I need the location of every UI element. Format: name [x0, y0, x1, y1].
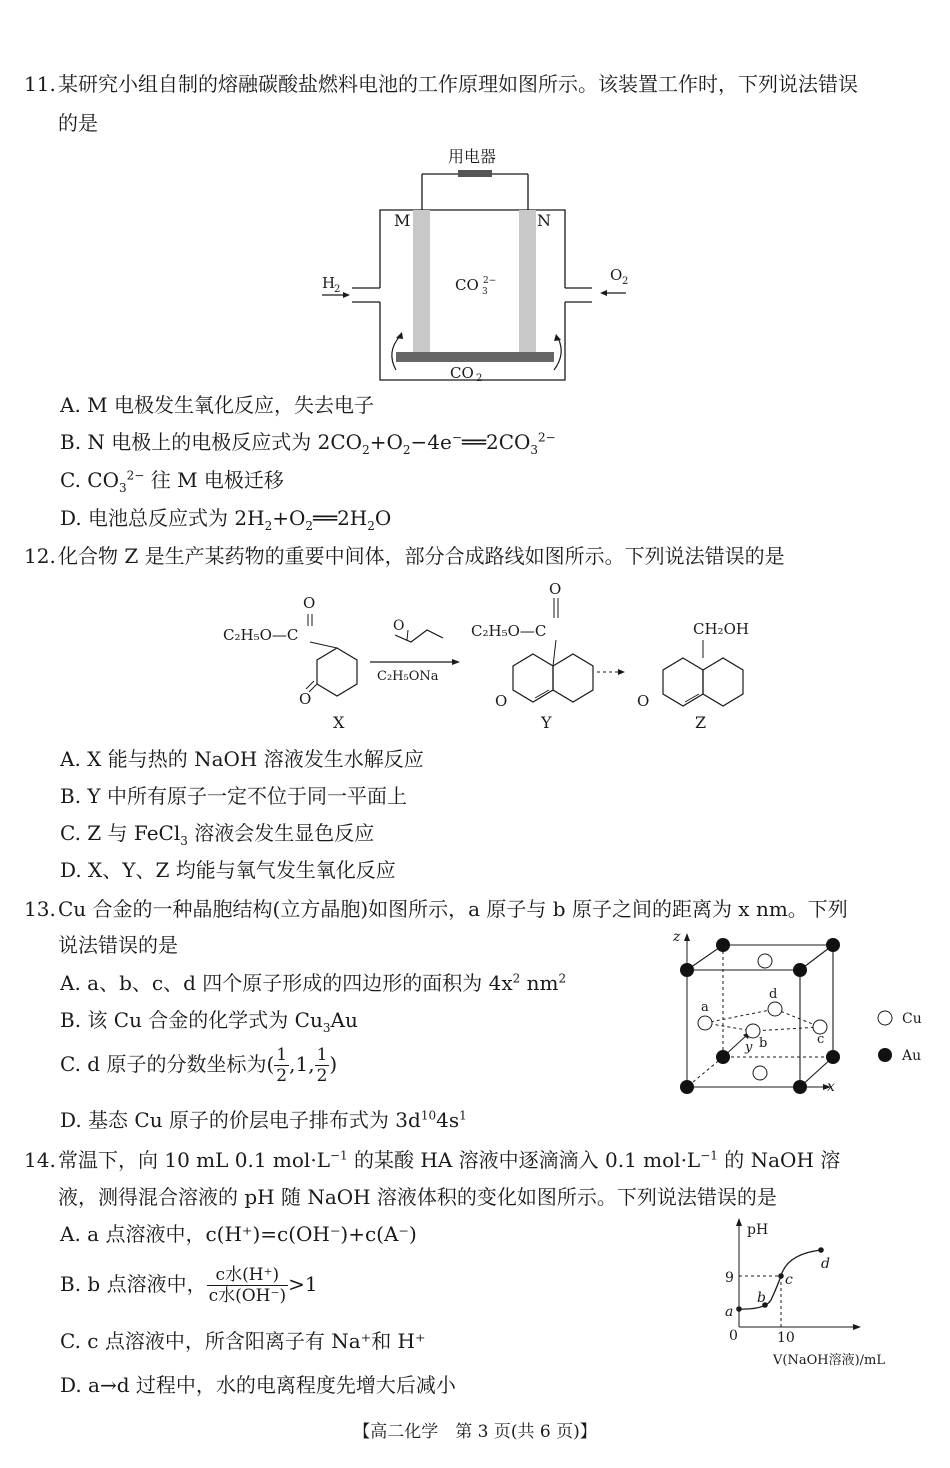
- svg-text:c: c: [785, 1272, 793, 1288]
- svg-text:Cu: Cu: [902, 1011, 922, 1027]
- svg-text:Y: Y: [541, 713, 552, 732]
- svg-text:C₂H₅ONa: C₂H₅ONa: [377, 669, 439, 684]
- q14-option-a[interactable]: A. a 点溶液中，c(H⁺)=c(OH⁻)+c(A⁻): [60, 1222, 417, 1246]
- q14-number: 14.: [24, 1148, 56, 1172]
- svg-text:2−: 2−: [483, 276, 497, 286]
- page-footer: 【高二化学 第 3 页(共 6 页)】: [353, 1422, 597, 1442]
- svg-text:a: a: [725, 1304, 734, 1320]
- svg-text:pH: pH: [747, 1222, 769, 1238]
- q12-option-c[interactable]: C. Z 与 FeCl$_3$ 溶液会发生显色反应: [60, 821, 375, 848]
- q13-stem-line1: Cu 合金的一种晶胞结构(立方晶胞)如图所示，a 原子与 b 原子之间的距离为 x nm。下列: [58, 897, 848, 921]
- electrolyte-bar: [396, 352, 554, 362]
- svg-text:O: O: [637, 692, 650, 710]
- svg-text:O: O: [393, 618, 405, 634]
- q14-stem-line2: 液，测得混合溶液的 pH 随 NaOH 溶液体积的变化如图所示。下列说法错误的是: [58, 1185, 777, 1209]
- q14-option-b[interactable]: B. b 点溶液中， $\frac{\text{c水(H⁺)}}{\text{c水(OH⁻)}}$ >1: [60, 1265, 318, 1306]
- svg-text:0: 0: [729, 1328, 738, 1344]
- svg-text:a: a: [701, 1000, 709, 1015]
- svg-text:d: d: [769, 987, 778, 1002]
- svg-text:X: X: [333, 713, 345, 732]
- svg-text:H: H: [322, 274, 336, 292]
- svg-text:V(NaOH溶液)/mL: V(NaOH溶液)/mL: [773, 1353, 885, 1368]
- svg-text:Au: Au: [902, 1048, 922, 1064]
- svg-text:Z: Z: [695, 713, 707, 732]
- svg-text:2: 2: [334, 284, 341, 295]
- svg-text:y: y: [745, 1040, 753, 1055]
- q12-option-b[interactable]: B. Y 中所有原子一定不位于同一平面上: [60, 784, 407, 808]
- q14-ph-titration-curve: [715, 1212, 935, 1372]
- svg-text:CO: CO: [455, 276, 479, 294]
- legend-au-symbol: [878, 1048, 892, 1062]
- q11-option-c[interactable]: C. $CO_3^{2-}$ 往 M 电极迁移: [60, 468, 284, 495]
- q12-option-d[interactable]: D. X、Y、Z 均能与氧气发生氧化反应: [60, 858, 396, 882]
- device-symbol: [458, 170, 492, 177]
- q13-number: 13.: [24, 897, 56, 921]
- q11-option-b[interactable]: B. N 电极上的电极反应式为 $2CO_2+O_2-4e^-══2CO_3^{2-}$: [60, 430, 556, 457]
- svg-text:N: N: [537, 211, 551, 230]
- q14-option-d[interactable]: D. a→d 过程中，水的电离程度先增大后减小: [60, 1373, 456, 1397]
- svg-text:b: b: [759, 1036, 768, 1051]
- q13-option-d[interactable]: D. 基态 Cu 原子的价层电子排布式为 $3d^{10}4s^1$: [60, 1108, 467, 1132]
- q12-synthesis-route: [215, 580, 775, 735]
- legend-cu-symbol: [878, 1011, 892, 1025]
- q12-stem: 化合物 Z 是生产某药物的重要中间体，部分合成路线如图所示。下列说法错误的是: [58, 544, 785, 568]
- svg-text:b: b: [757, 1290, 766, 1306]
- svg-text:c: c: [817, 1032, 825, 1047]
- q13-option-c[interactable]: C. d 原子的分数坐标为( $\frac{1}{2}$ ,1, $\frac{1}{2}$ ): [60, 1045, 338, 1086]
- svg-text:CH₂OH: CH₂OH: [693, 620, 749, 638]
- svg-text:C₂H₅O—C: C₂H₅O—C: [471, 622, 547, 640]
- q11-stem-line1: 某研究小组自制的熔融碳酸盐燃料电池的工作原理如图所示。该装置工作时，下列说法错误: [58, 72, 858, 96]
- svg-text:x: x: [827, 1079, 835, 1095]
- q14-option-c[interactable]: C. c 点溶液中，所含阳离子有 Na⁺和 H⁺: [60, 1329, 426, 1353]
- q12-option-a[interactable]: A. X 能与热的 NaOH 溶液发生水解反应: [60, 747, 424, 771]
- q11-stem-line2: 的是: [58, 111, 98, 135]
- q13-option-b[interactable]: B. 该 Cu 合金的化学式为 $Cu_3Au$: [60, 1008, 358, 1035]
- svg-text:O: O: [303, 594, 316, 612]
- q13-option-a[interactable]: A. a、b、c、d 四个原子形成的四边形的面积为 $4x^2$ $nm^2$: [60, 971, 567, 995]
- svg-text:O: O: [299, 690, 312, 708]
- point-a: [736, 1306, 742, 1312]
- svg-text:O: O: [549, 580, 562, 598]
- svg-text:d: d: [821, 1256, 830, 1272]
- svg-text:9: 9: [725, 1270, 734, 1286]
- svg-text:M: M: [394, 211, 411, 230]
- svg-text:2: 2: [476, 373, 483, 384]
- point-d: [818, 1247, 824, 1253]
- q11-option-d[interactable]: D. 电池总反应式为 $2H_2+O_2══2H_2O$: [60, 506, 392, 533]
- q13-stem-line2: 说法错误的是: [58, 933, 178, 957]
- svg-text:CO: CO: [450, 364, 474, 382]
- svg-text:O: O: [610, 266, 623, 284]
- electrode-m: [413, 210, 430, 352]
- q11-option-a[interactable]: A. M 电极发生氧化反应，失去电子: [60, 393, 374, 417]
- device-label: 用电器: [447, 147, 497, 166]
- q14-stem-line1: 常温下，向 10 mL 0.1 $mol\cdot L^{-1}$ 的某酸 HA 溶液中逐滴滴入 0.1 $mol\cdot L^{-1}$ 的 NaOH 溶: [58, 1148, 841, 1172]
- ph-curve: [739, 1250, 821, 1309]
- point-c: [778, 1273, 784, 1279]
- svg-text:2: 2: [622, 276, 629, 287]
- q11-number: 11.: [24, 72, 56, 96]
- svg-text:3: 3: [482, 287, 488, 297]
- svg-text:10: 10: [777, 1330, 795, 1346]
- svg-text:z: z: [673, 929, 681, 945]
- electrode-n: [519, 210, 536, 352]
- q13-unit-cell-diagram: [665, 925, 940, 1100]
- svg-text:O: O: [495, 692, 508, 710]
- q11-fuel-cell-diagram: [300, 140, 629, 385]
- svg-text:C₂H₅O—C: C₂H₅O—C: [223, 626, 299, 644]
- q12-number: 12.: [24, 544, 56, 568]
